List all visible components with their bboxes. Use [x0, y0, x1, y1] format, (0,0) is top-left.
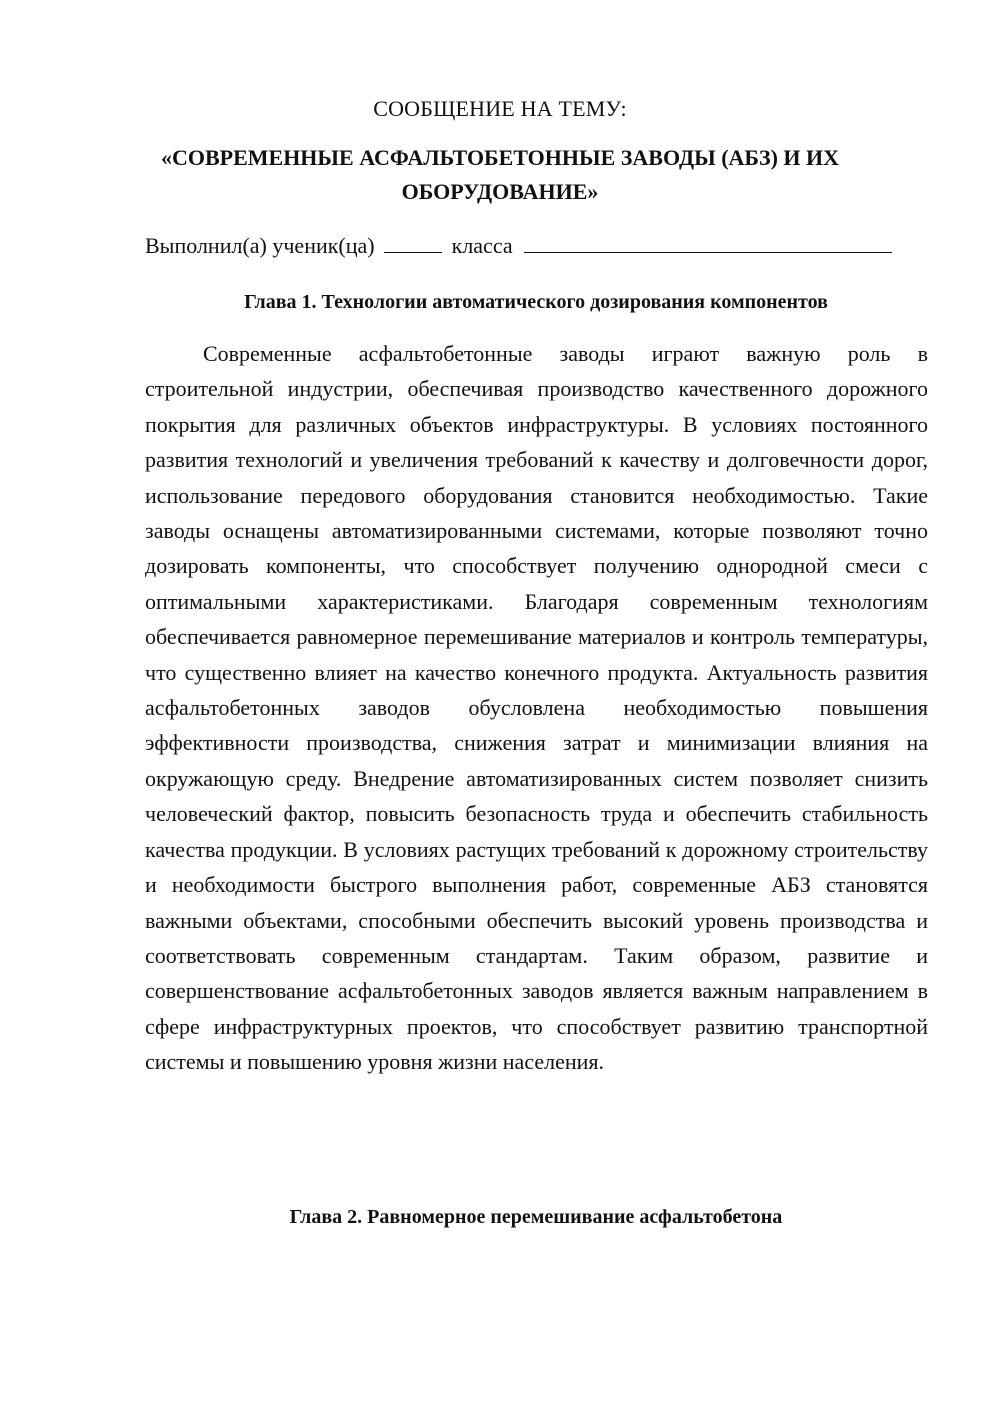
chapter-1-paragraph: Современные асфальтобетонные заводы играют важную роль в строительной индустрии, обеспечивая производство качественного дорожного покрытия для различных объектов инфраструктуры. В условиях постоянного развития технологий и увеличения требований к качеству и долговечности дорог, использование передового оборудования становится необходимостью. Такие заводы оснащены автоматизированными системами, которые позволяют точно дозировать компоненты, что способствует получению однородной смеси с оптимальными характеристиками. Благодаря современным технологиям обеспечивается равномерное перемешивание материалов и контроль температуры, что существенно влияет на качество конечного продукта. Актуальность развития асфальтобетонных заводов обусловлена необходимостью повышения эффективности производства, снижения затрат и минимизации влияния на окружающую среду. Внедрение автоматизированных систем позволяет снизить человеческий фактор, повысить безопасность труда и обеспечить стабильность качества продукции. В условиях растущих требований к дорожному строительству и необходимости быстрого выполнения работ, современные АБЗ становятся важными объектами, способными обеспечить высокий уровень производства и соответствовать современным стандартам. Таким образом, развитие и совершенствование асфальтобетонных заводов является важным направлением в сфере инфраструктурных проектов, что способствует развитию транспортной системы и повышению уровня жизни населения.: [145, 341, 928, 1075]
name-blank: [524, 232, 892, 253]
chapter-2-heading: Глава 2. Равномерное перемешивание асфальтобетона: [289, 1206, 783, 1228]
subject-line: СООБЩЕНИЕ НА ТЕМУ:: [373, 96, 627, 121]
author-line: [145, 231, 935, 261]
class-label: класса: [451, 233, 513, 258]
author-prefix: Выполнил(а) ученик(ца): [145, 233, 375, 258]
document-title: «СОВРЕМЕННЫЕ АСФАЛЬТОБЕТОННЫЕ ЗАВОДЫ (АБЗ) И ИХ ОБОРУДОВАНИЕ»: [160, 145, 840, 204]
class-number-blank: [384, 232, 442, 253]
chapter-1-heading: Глава 1. Технологии автоматического дозирования компонентов: [244, 291, 828, 313]
